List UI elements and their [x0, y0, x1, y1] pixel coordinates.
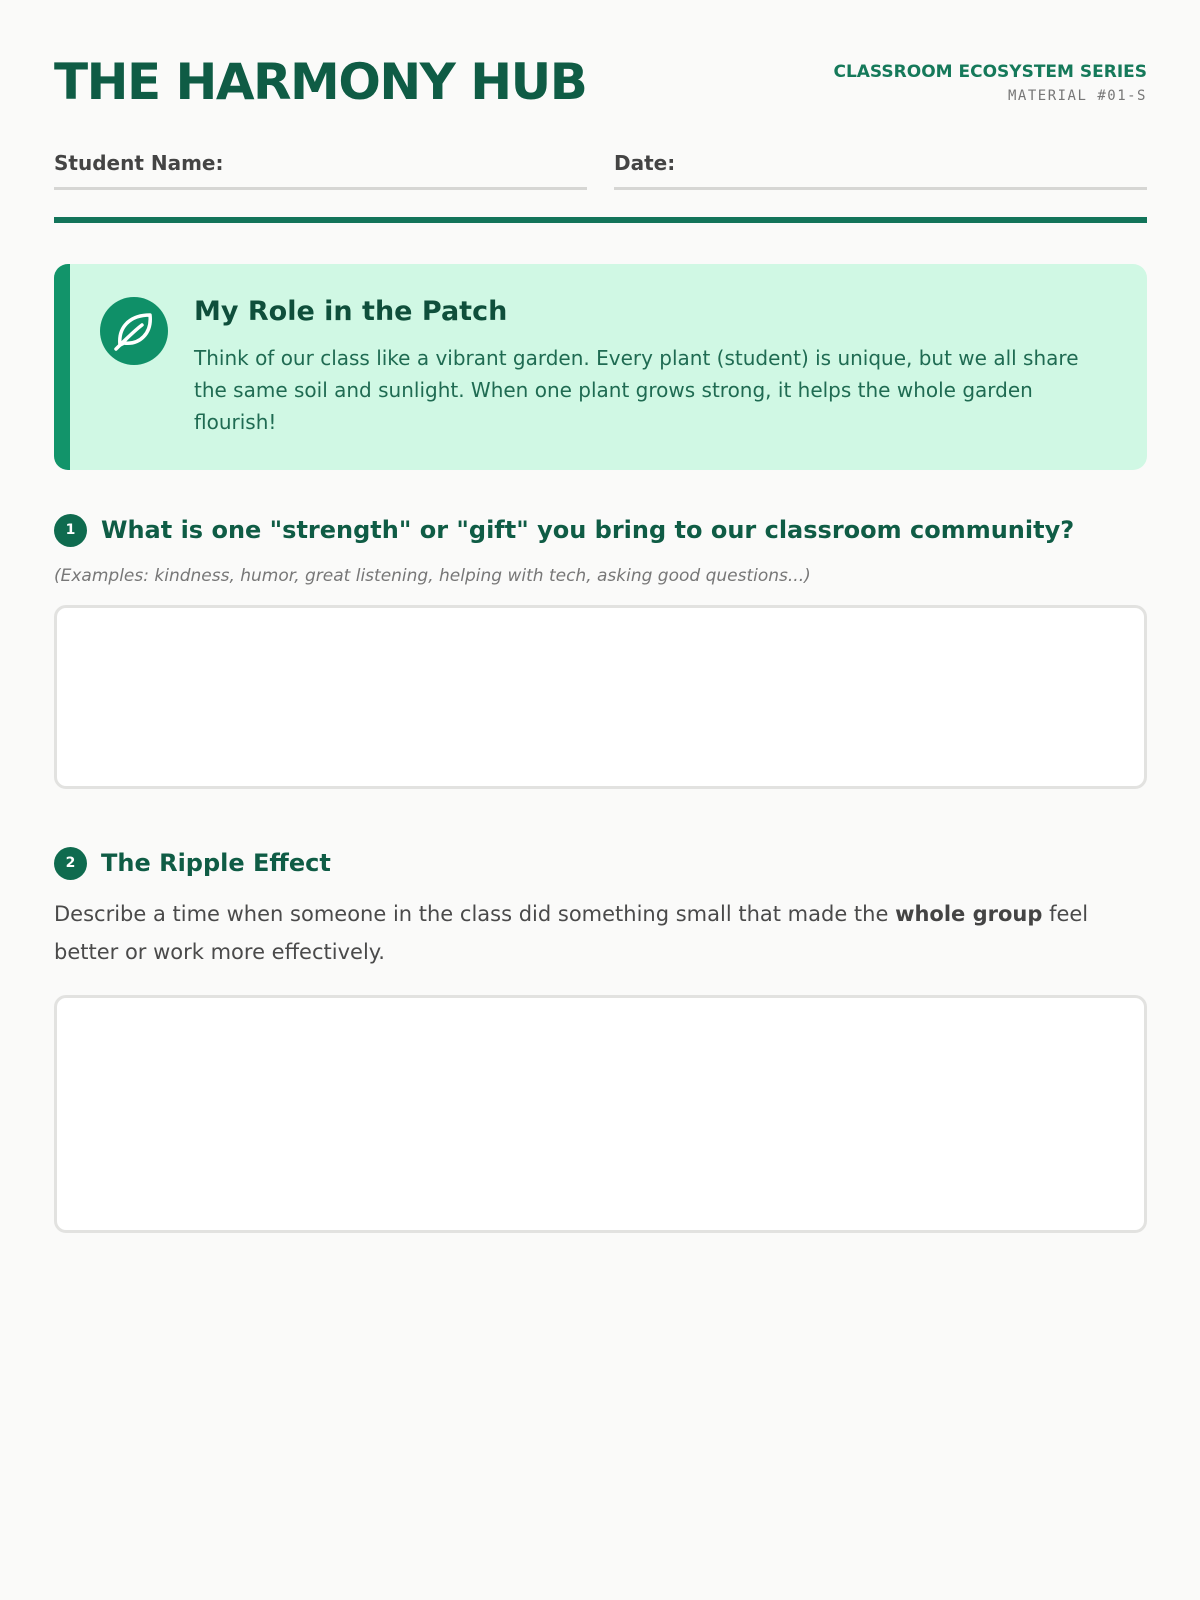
question-1-hint: (Examples: kindness, humor, great listening, helping with tech, asking good questions...)	[54, 566, 811, 586]
question-2-heading	[54, 845, 1147, 881]
callout-accent-bar	[54, 264, 70, 470]
question-2-desc-part: feel better or work more effectively.	[54, 902, 1089, 964]
question-2-description	[54, 895, 1147, 971]
header-divider	[54, 217, 1147, 223]
material-code: MATERIAL #01-S	[1007, 88, 1147, 104]
question-1-number: 1	[54, 514, 87, 547]
question-1-heading	[54, 512, 1147, 548]
page-title: THE HARMONY HUB	[54, 53, 587, 111]
question-2-title: The Ripple Effect	[101, 849, 331, 877]
question-2-desc-part: Describe a time when someone in the class did something small that made the	[54, 902, 896, 926]
question-1-answer-box[interactable]	[54, 605, 1147, 789]
leaf-icon	[100, 297, 168, 365]
role-callout	[54, 264, 1147, 470]
callout-title: My Role in the Patch	[194, 296, 508, 327]
question-2-number: 2	[54, 847, 87, 880]
question-2-answer-box[interactable]	[54, 995, 1147, 1233]
question-2-desc-bold: whole group	[895, 902, 1043, 926]
callout-text: Think of our class like a vibrant garden. Every plant (student) is unique, but we all share the same soil and sunlight. When one plant grows strong, it helps the whole garden flourish!	[194, 346, 1079, 434]
student-name-label: Student Name:	[54, 151, 224, 175]
date-field[interactable]	[614, 146, 1147, 190]
question-1-title: What is one "strength" or "gift" you bring to our classroom community?	[101, 516, 1075, 544]
worksheet-header	[54, 52, 1147, 112]
worksheet-page	[54, 0, 1147, 1600]
series-label: CLASSROOM ECOSYSTEM SERIES	[833, 62, 1147, 82]
student-name-field[interactable]	[54, 146, 587, 190]
date-label: Date:	[614, 151, 676, 175]
